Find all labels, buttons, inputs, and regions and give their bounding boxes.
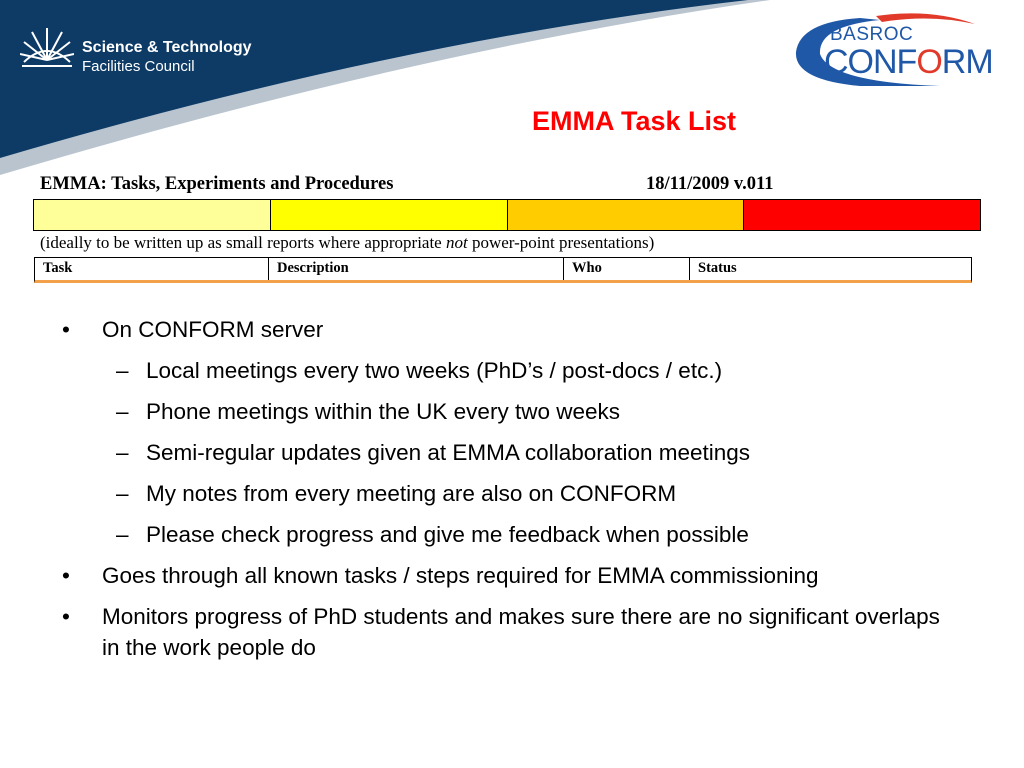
slide-title: EMMA Task List xyxy=(532,106,737,136)
note-text-2: power-point presentations) xyxy=(467,233,655,252)
status-color-legend xyxy=(33,199,981,231)
column-header-task: Task xyxy=(35,258,269,280)
bullet-list xyxy=(62,314,962,673)
legend-cell xyxy=(34,200,271,230)
dash-marker: – xyxy=(116,399,129,424)
sub-bullet-item xyxy=(116,396,962,427)
sub-bullet-item xyxy=(116,355,962,386)
document-heading: EMMA: Tasks, Experiments and Procedures xyxy=(40,174,394,194)
sub-bullet-text: My notes from every meeting are also on CONFORM xyxy=(146,481,677,506)
note-text-1: (ideally to be written up as small reports where appropriate xyxy=(40,233,446,252)
bullet-item xyxy=(62,601,962,663)
conform-text-part1: CONF xyxy=(824,43,917,81)
conform-text-o: O xyxy=(916,43,942,81)
conform-text-part2: RM xyxy=(941,43,993,81)
dash-marker: – xyxy=(116,481,129,506)
sunburst-icon xyxy=(20,22,74,74)
sub-bullet-text: Local meetings every two weeks (PhD’s / post-docs / etc.) xyxy=(146,358,723,383)
basroc-conform-logo xyxy=(790,10,1005,90)
bullet-text: Goes through all known tasks / steps required for EMMA commissioning xyxy=(102,563,819,588)
column-header-who: Who xyxy=(564,258,690,280)
bullet-marker: • xyxy=(62,604,70,629)
dash-marker: – xyxy=(116,522,129,547)
sub-bullet-item xyxy=(116,437,962,468)
sub-bullet-text: Phone meetings within the UK every two weeks xyxy=(146,399,620,424)
document-note xyxy=(40,233,654,253)
legend-cell xyxy=(508,200,745,230)
stfc-name-line2: Facilities Council xyxy=(82,58,195,75)
task-document-image xyxy=(32,170,982,285)
legend-cell xyxy=(271,200,508,230)
sub-bullet-text: Please check progress and give me feedback when possible xyxy=(146,522,749,547)
stfc-name-line1: Science & Technology xyxy=(82,39,252,56)
sub-bullet-item xyxy=(116,519,962,550)
task-table-header xyxy=(34,257,972,283)
document-date-version: 18/11/2009 v.011 xyxy=(646,174,774,194)
stfc-name xyxy=(82,38,252,76)
stfc-logo xyxy=(20,20,280,80)
sub-bullet-item xyxy=(116,478,962,509)
legend-cell xyxy=(744,200,980,230)
column-header-description: Description xyxy=(269,258,564,280)
bullet-item xyxy=(62,314,962,345)
bullet-marker: • xyxy=(62,563,70,588)
dash-marker: – xyxy=(116,440,129,465)
bullet-item xyxy=(62,560,962,591)
bullet-text: On CONFORM server xyxy=(102,317,324,342)
dash-marker: – xyxy=(116,358,129,383)
sub-bullet-text: Semi-regular updates given at EMMA collaboration meetings xyxy=(146,440,751,465)
column-header-status: Status xyxy=(698,260,737,276)
bullet-text: Monitors progress of PhD students and makes sure there are no significant overlaps in the work people do xyxy=(102,604,940,660)
bullet-marker: • xyxy=(62,317,70,342)
conform-text xyxy=(824,43,993,82)
note-emphasis: not xyxy=(445,233,468,252)
basroc-text: BASROC xyxy=(830,24,914,45)
